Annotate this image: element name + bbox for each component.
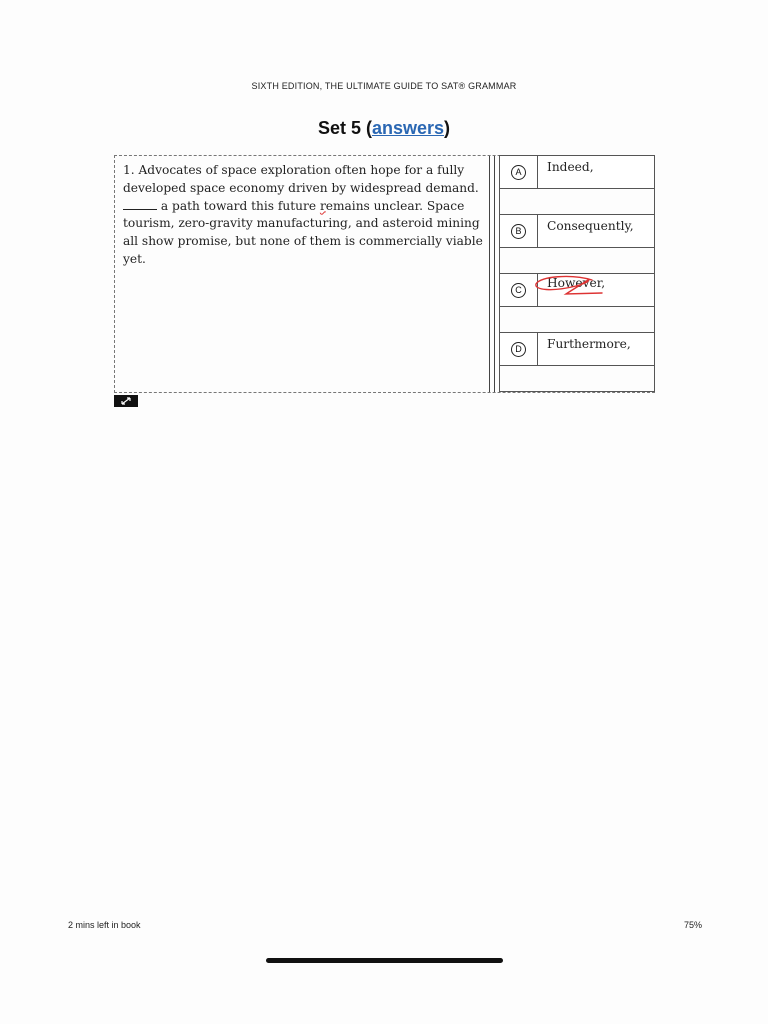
question-text [123,162,485,269]
home-indicator[interactable] [266,958,503,963]
progress-percent: 75% [683,920,702,930]
choice-letter: B [511,224,526,239]
answer-choices [499,155,655,392]
answer-blank [123,198,157,210]
question-marked-rest: emains [325,198,370,213]
time-left-label: 2 mins left in book [68,920,141,930]
choice-footer-cell [499,366,655,392]
expand-button[interactable] [114,395,138,407]
page-title [0,118,768,139]
expand-icon [121,397,131,405]
choice-text [538,274,605,306]
choice-a[interactable] [499,155,655,189]
choice-letter-cell [500,215,538,247]
question-part1: 1. Advocates of space exploration often hope for a fully developed space economy driven by widespread demand. [123,163,479,195]
choice-b[interactable] [499,214,655,248]
choice-gap [499,248,655,273]
choice-d[interactable] [499,332,655,366]
question-part2: a path toward this future [157,198,320,213]
choice-letter: A [511,165,526,180]
choice-text: Consequently, [547,219,634,233]
choice-text-label: However, [547,276,606,290]
column-divider [489,156,490,392]
choice-letter: D [511,342,526,357]
answers-link[interactable]: answers [371,118,445,138]
running-head: SIXTH EDITION, THE ULTIMATE GUIDE TO SAT® GRAMMAR [251,81,517,91]
choice-letter: C [511,283,526,298]
title-prefix: Set 5 ( [317,118,372,138]
choice-letter-cell [500,156,538,188]
question-box [114,155,655,393]
choice-gap [499,189,655,214]
column-divider [494,156,495,392]
question-part3: unclear. Space tourism, zero-gravity manufacturing, and asteroid mining all show promise, but none of them is commercially viable yet. [123,198,483,266]
annotated-letter: r [319,198,326,213]
choice-gap [499,307,655,332]
choice-text: Indeed, [547,160,594,174]
choice-letter-cell [500,333,538,365]
choice-c[interactable] [499,273,655,307]
choice-text: Furthermore, [547,337,631,351]
title-suffix: ) [444,118,451,138]
handwritten-circle-mark [532,274,612,302]
